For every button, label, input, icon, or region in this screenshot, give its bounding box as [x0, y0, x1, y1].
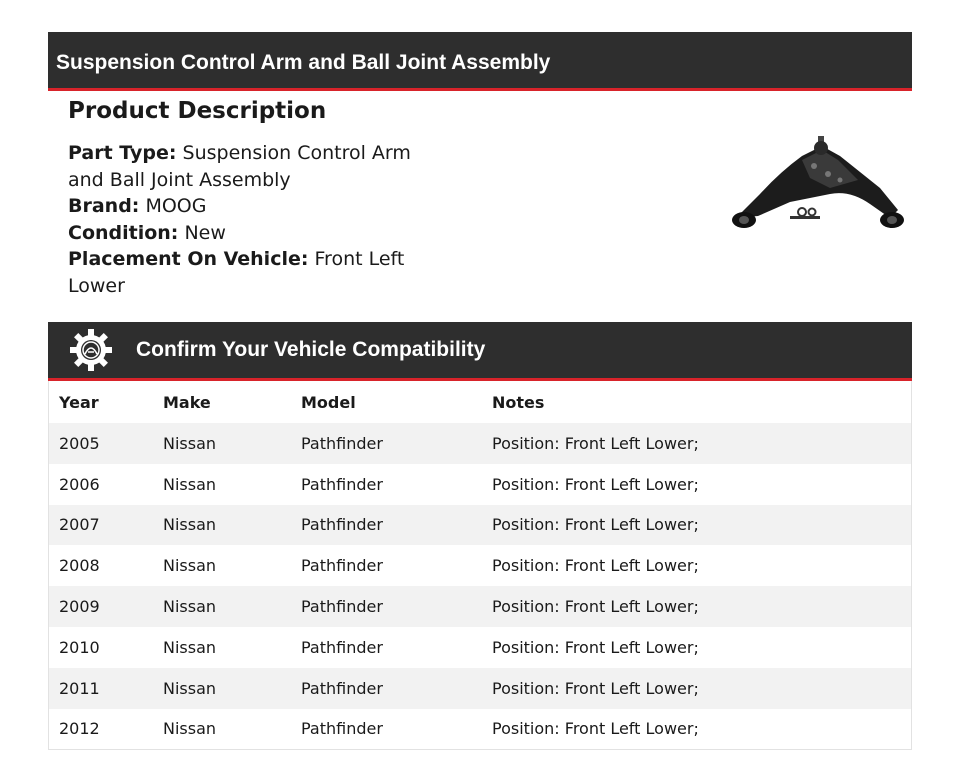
- cell-make: Nissan: [163, 597, 217, 617]
- table-row: [49, 505, 911, 546]
- cell-notes: Position: Front Left Lower;: [492, 637, 699, 657]
- cell-make: Nissan: [163, 719, 217, 739]
- col-notes: Notes: [492, 392, 545, 412]
- cell-make: Nissan: [163, 556, 217, 576]
- cell-year: 2009: [59, 597, 100, 617]
- cell-notes: Position: Front Left Lower;: [492, 597, 699, 617]
- cell-year: 2008: [59, 556, 100, 576]
- table-header: [49, 381, 911, 423]
- detail-part-type: Part Type: Suspension Control Arm and Ball Joint Assembly: [68, 142, 411, 191]
- detail-condition: Condition: New: [68, 221, 226, 244]
- cell-year: 2007: [59, 515, 100, 535]
- compatibility-table: [48, 381, 912, 750]
- cell-year: 2012: [59, 719, 100, 739]
- cell-year: 2006: [59, 474, 100, 494]
- cell-model: Pathfinder: [301, 474, 383, 494]
- compatibility-bar: [48, 322, 912, 381]
- table-row: [49, 627, 911, 668]
- cell-year: 2010: [59, 637, 100, 657]
- cell-notes: Position: Front Left Lower;: [492, 474, 699, 494]
- table-row: [49, 709, 911, 750]
- table-row: [49, 545, 911, 586]
- cell-model: Pathfinder: [301, 515, 383, 535]
- cell-make: Nissan: [163, 474, 217, 494]
- cell-year: 2005: [59, 433, 100, 453]
- product-title-bar: [48, 32, 912, 91]
- col-make: Make: [163, 392, 211, 412]
- detail-placement: Placement On Vehicle: Front Left Lower: [68, 248, 405, 297]
- detail-brand: Brand: MOOG: [68, 195, 207, 217]
- cell-make: Nissan: [163, 515, 217, 535]
- cell-model: Pathfinder: [301, 637, 383, 657]
- product-description: [68, 96, 448, 299]
- cell-model: Pathfinder: [301, 719, 383, 739]
- cell-notes: Position: Front Left Lower;: [492, 433, 699, 453]
- cell-make: Nissan: [163, 637, 217, 657]
- table-row: [49, 586, 911, 627]
- cell-year: 2011: [59, 678, 100, 698]
- cell-model: Pathfinder: [301, 556, 383, 576]
- cell-notes: Position: Front Left Lower;: [492, 556, 699, 576]
- table-row: [49, 423, 911, 464]
- table-row: [49, 668, 911, 709]
- cell-model: Pathfinder: [301, 433, 383, 453]
- control-arm-image: [730, 136, 906, 234]
- cell-make: Nissan: [163, 433, 217, 453]
- cell-model: Pathfinder: [301, 597, 383, 617]
- col-model: Model: [301, 392, 356, 412]
- col-year: Year: [59, 392, 99, 412]
- table-row: [49, 464, 911, 505]
- compatibility-title: Confirm Your Vehicle Compatibility: [136, 338, 486, 361]
- cell-notes: Position: Front Left Lower;: [492, 719, 699, 739]
- cell-model: Pathfinder: [301, 678, 383, 698]
- description-heading: Product Description: [68, 98, 327, 124]
- cell-make: Nissan: [163, 678, 217, 698]
- cell-notes: Position: Front Left Lower;: [492, 515, 699, 535]
- gear-icon: [69, 328, 113, 372]
- cell-notes: Position: Front Left Lower;: [492, 678, 699, 698]
- product-title: Suspension Control Arm and Ball Joint Assembly: [56, 51, 551, 74]
